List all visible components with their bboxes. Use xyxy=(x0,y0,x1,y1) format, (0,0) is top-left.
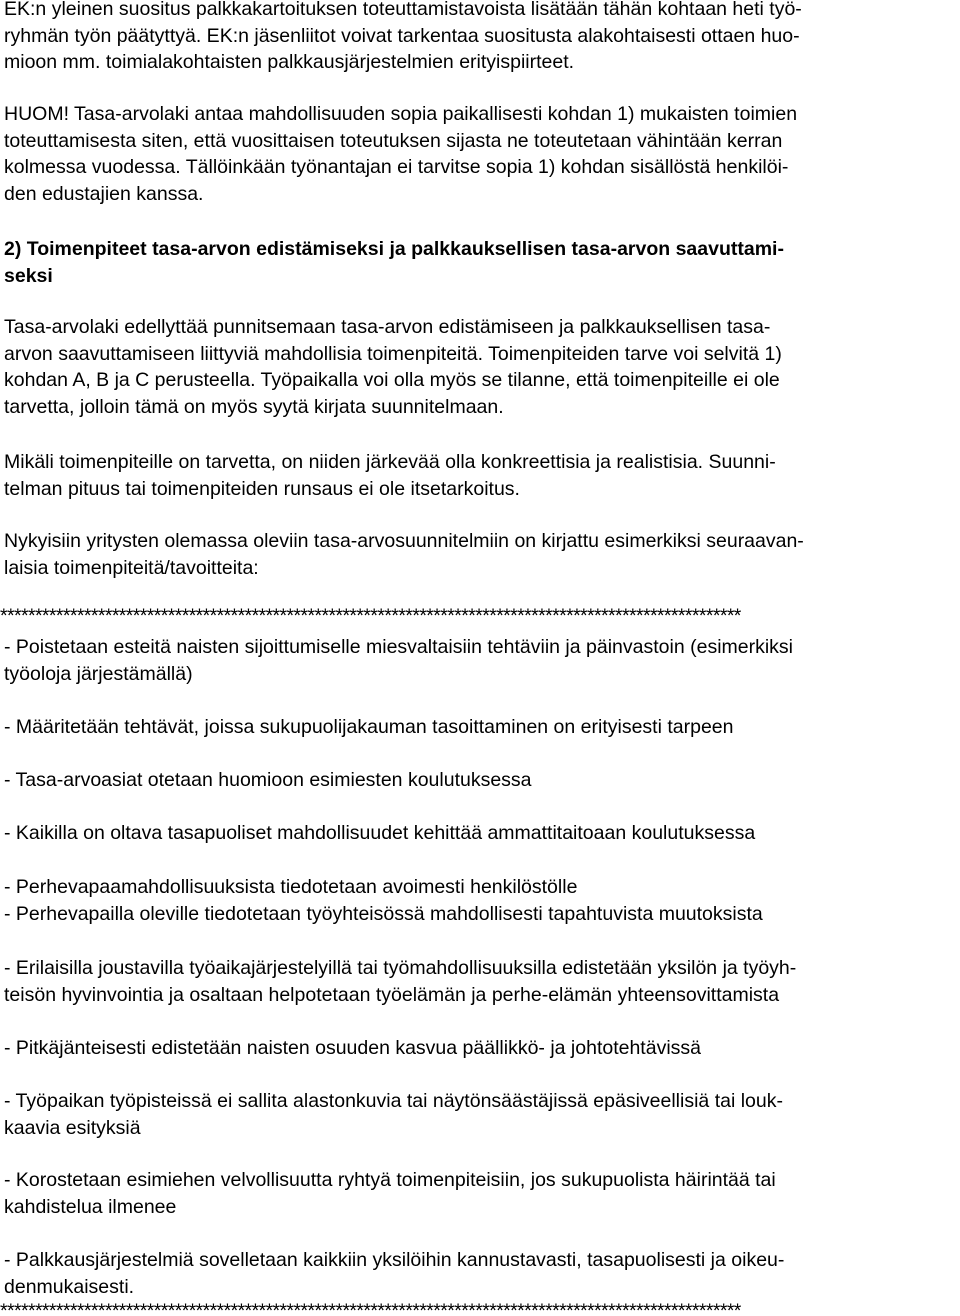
note-paragraph xyxy=(4,101,797,207)
list-item xyxy=(4,1088,783,1141)
list-item xyxy=(4,1247,784,1300)
intro-paragraph xyxy=(4,0,802,76)
item-1-line-2: työoloja järjestämällä) xyxy=(4,662,193,685)
note-line-3: kolmessa vuodessa. Tällöinkään työnantajan ei tarvitse sopia 1) kohdan sisällöstä henkilöi- xyxy=(4,156,789,178)
item-2: - Määritetään tehtävät, joissa sukupuolijakauman tasoittaminen on erityisesti tarpeen xyxy=(4,716,734,738)
intro-line-2: ryhmän työn päätyttyä. EK:n jäsenliitot voivat tarkentaa suositusta alakohtaisesti ottaen huo- xyxy=(4,24,800,47)
item-3: - Tasa-arvoasiat otetaan huomioon esimiesten koulutuksessa xyxy=(4,769,532,791)
para2-line-2: telman pituus tai toimenpiteiden runsaus ei ole itsetarkoitus. xyxy=(4,477,520,500)
para1-line-4: tarvetta, jolloin tämä on myös syytä kirjata suunnitelmaan. xyxy=(4,395,504,418)
list-item xyxy=(4,767,532,794)
para3-line-2: laisia toimenpiteitä/tavoitteita: xyxy=(4,556,259,579)
separator-top: ********************************************************************************************************** xyxy=(0,605,741,627)
list-item xyxy=(4,1035,701,1062)
section-paragraph-1 xyxy=(4,314,782,420)
para3-line-1: Nykyisiin yritysten olemassa oleviin tasa-arvosuunnitelmiin on kirjattu esimerkiksi seuraavan- xyxy=(4,530,804,552)
item-6-line-2: teisön hyvinvointia ja osaltaan helpotetaan työelämän ja perhe-elämän yhteensovittamista xyxy=(4,983,780,1006)
item-1-line-1: - Poistetaan esteitä naisten sijoittumiselle miesvaltaisiin tehtäviin ja päinvastoin (esimerkiksi xyxy=(4,636,794,658)
note-line-4: den edustajien kanssa. xyxy=(4,182,204,205)
separator-bottom: ********************************************************************************************************** xyxy=(0,1300,741,1316)
item-8-line-1: - Työpaikan työpisteissä ei sallita alastonkuvia tai näytönsäästäjissä epäsiveellisiä tai louk- xyxy=(4,1090,783,1112)
intro-line-3: mioon mm. toimialakohtaisten palkkausjärjestelmien erityispiirteet. xyxy=(4,51,575,73)
section-heading-line-2: seksi xyxy=(4,264,53,287)
list-item xyxy=(4,874,763,927)
item-4: - Kaikilla on oltava tasapuoliset mahdollisuudet kehittää ammattitaitoaan koulutuksessa xyxy=(4,822,756,844)
list-item xyxy=(4,714,733,741)
section-heading-line-1: 2) Toimenpiteet tasa-arvon edistämiseksi ja palkkauksellisen tasa-arvon saavuttami- xyxy=(4,238,784,260)
item-9-line-1: - Korostetaan esimiehen velvollisuutta ryhtyä toimenpiteisiin, jos sukupuolista häirintää tai xyxy=(4,1169,776,1191)
intro-line-1: EK:n yleinen suositus palkkakartoituksen toteuttamistavoista lisätään tähän kohtaan heti työ- xyxy=(4,0,802,20)
para1-line-1: Tasa-arvolaki edellyttää punnitsemaan tasa-arvon edistämiseen ja palkkauksellisen tasa- xyxy=(4,316,771,338)
note-line-2: toteuttamisesta siten, että vuosittaisen toteutuksen sijasta ne toteutetaan vähintään kerran xyxy=(4,129,783,152)
item-10-line-2: denmukaisesti. xyxy=(4,1275,135,1298)
item-9-line-2: kahdistelua ilmenee xyxy=(4,1195,177,1218)
item-5b: - Perhevapailla oleville tiedotetaan työyhteisössä mahdollisesti tapahtuvista muutoksista xyxy=(4,902,763,925)
list-item xyxy=(4,820,755,847)
para2-line-1: Mikäli toimenpiteille on tarvetta, on niiden järkevää olla konkreettisia ja realistisia. Suunni- xyxy=(4,451,776,473)
item-6-line-1: - Erilaisilla joustavilla työaikajärjestelyillä tai työmahdollisuuksilla edistetään yksilön ja työyh- xyxy=(4,957,797,979)
para1-line-3: kohdan A, B ja C perusteella. Työpaikalla voi olla myös se tilanne, että toimenpiteille ei ole xyxy=(4,369,780,391)
para1-line-2: arvon saavuttamiseen liittyviä mahdollisia toimenpiteitä. Toimenpiteiden tarve voi selvitä 1) xyxy=(4,342,782,365)
section-paragraph-3 xyxy=(4,528,804,581)
item-10-line-1: - Palkkausjärjestelmiä sovelletaan kaikkiin yksilöihin kannustavasti, tasapuolisesti ja oikeu- xyxy=(4,1249,785,1271)
item-5a: - Perhevapaamahdollisuuksista tiedotetaan avoimesti henkilöstölle xyxy=(4,876,578,898)
item-8-line-2: kaavia esityksiä xyxy=(4,1116,141,1139)
item-7: - Pitkäjänteisesti edistetään naisten osuuden kasvua päällikkö- ja johtotehtävissä xyxy=(4,1037,702,1059)
list-item xyxy=(4,955,796,1008)
section-paragraph-2 xyxy=(4,449,776,502)
list-item xyxy=(4,634,793,687)
note-line-1: HUOM! Tasa-arvolaki antaa mahdollisuuden sopia paikallisesti kohdan 1) mukaisten toimien xyxy=(4,103,798,125)
section-heading xyxy=(4,236,784,289)
list-item xyxy=(4,1167,776,1220)
